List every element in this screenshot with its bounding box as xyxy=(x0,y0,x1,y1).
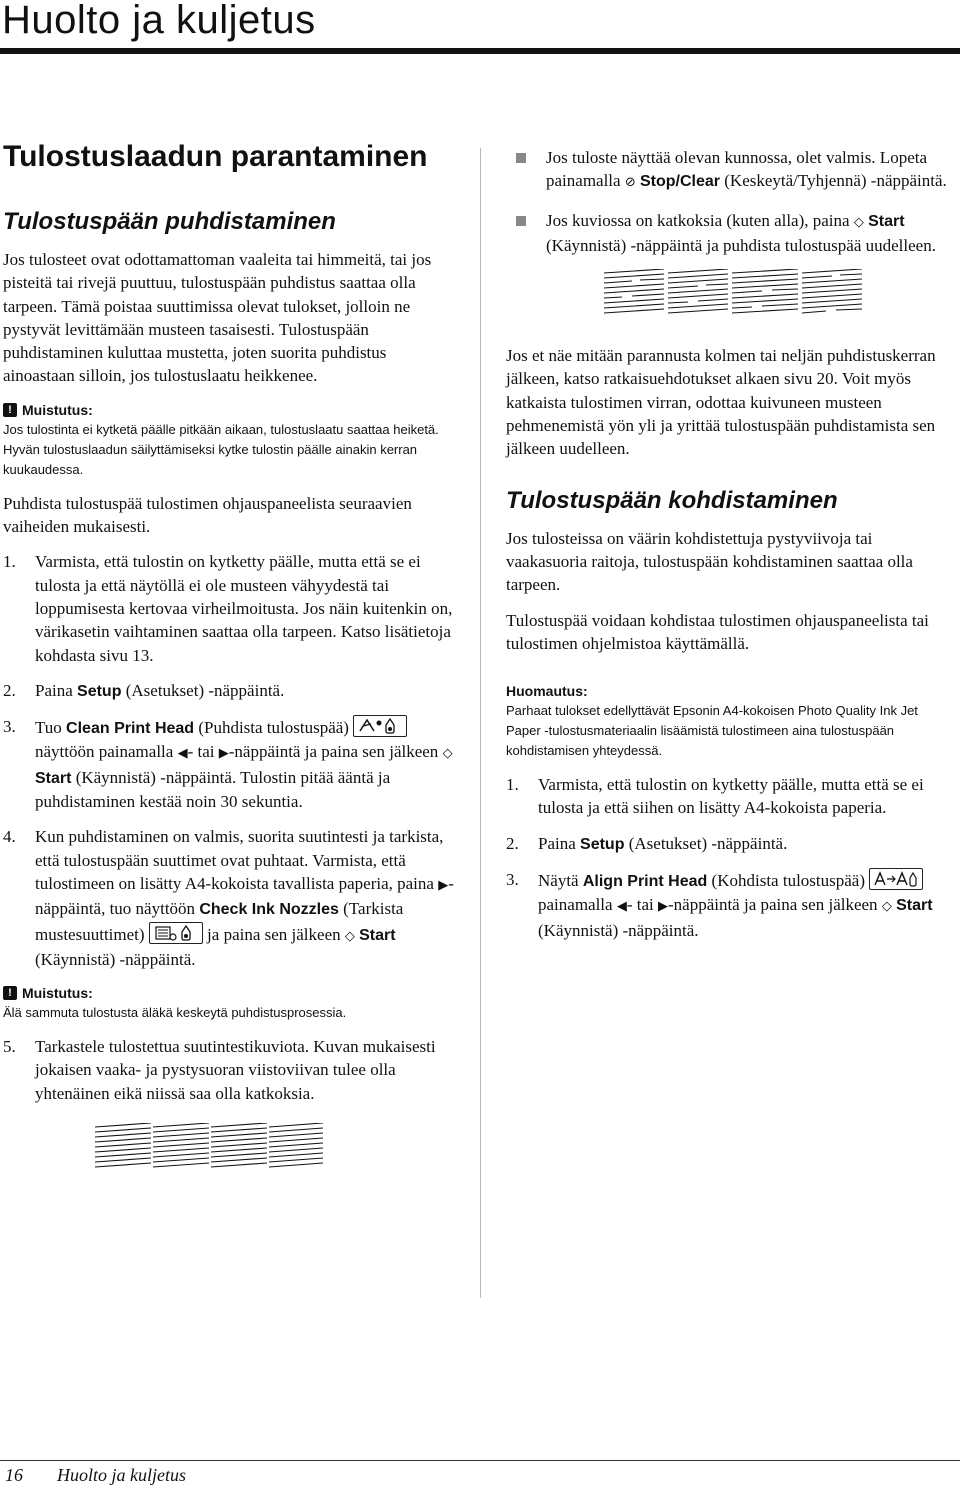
start-key: Start xyxy=(35,769,72,787)
align-head-lcd-icon xyxy=(869,868,923,890)
no-improvement-paragraph: Jos et näe mitään parannusta kolmen tai neljän puhdistuskerran jälkeen, katso ratkaisuehdotukset alkaen sivu 20. Voit myös katkaista tulostimen virran, odottaa kuivuneen musteen pehmenemistä yön yli ja yrittää tulostuspään puhdistamista sen jälkeen uudelleen. xyxy=(506,346,936,459)
start-icon: ◇ xyxy=(344,928,355,944)
exclamation-icon: ! xyxy=(3,986,17,1000)
start-key: Start xyxy=(896,897,933,915)
bullet-gaps: Jos kuviossa on katkoksia (kuten alla), paina ◇ Start (Käynnistä) -näppäintä ja puhdista tulostuspää uudelleen. xyxy=(506,209,954,258)
note-reminder-2 xyxy=(3,983,455,1023)
page-number: 16 xyxy=(5,1465,23,1485)
alignment-intro-1: Jos tulosteissa on väärin kohdistettuja pystyviivoja tai vaakasuoria raitoja, tulostuspään kohdistaminen saattaa olla tarpeen. xyxy=(506,528,913,595)
check-ink-nozzles-key: Check Ink Nozzles xyxy=(199,901,339,919)
right-arrow-icon: ▶ xyxy=(438,877,449,893)
setup-key: Setup xyxy=(580,835,625,853)
start-icon: ◇ xyxy=(442,746,453,762)
left-column xyxy=(3,140,455,1196)
align-step-1: 1. Varmista, että tulostin on kytketty päälle, mutta että se ei tulosta ja että siihen on lisätty A4-kokoista paperia. xyxy=(506,775,924,818)
page-header-title: Huolto ja kuljetus xyxy=(2,0,316,42)
cleaning-steps-cont xyxy=(3,1035,455,1105)
step-5: 5. Tarkastele tulostettua suutintestikuviota. Kuvan mukaisesti jokaisen vaaka- ja pystysuoran viistoviivan tulee olla yhtenäinen eikä niissä saa olla katkoksia. xyxy=(3,1037,436,1103)
note-text: Jos tulostinta ei kytketä päälle pitkään aikaan, tulostuslaatu saattaa heiketä. Hyvän tulostuslaadun säilyttämiseksi kytke tulostin päälle ainakin kerran kuukaudessa. xyxy=(3,421,439,477)
section-title: Tulostuslaadun parantaminen xyxy=(3,140,428,173)
step-2: 2. Paina Setup (Asetukset) -näppäintä. xyxy=(3,680,285,700)
nozzle-pattern-gaps xyxy=(602,269,954,322)
note-reminder-1 xyxy=(3,400,455,480)
lead-paragraph: Puhdista tulostuspää tulostimen ohjauspaneelista seuraavien vaiheiden mukaisesti. xyxy=(3,493,412,537)
note-label: Huomautus: xyxy=(506,683,588,700)
clean-print-head-key: Clean Print Head xyxy=(66,720,195,738)
note-text: Älä sammuta tulostusta äläkä keskeytä puhdistusprosessia. xyxy=(3,1005,347,1021)
result-bullets xyxy=(506,146,954,257)
nozzle-check-pattern-figure xyxy=(93,1123,323,1169)
page-footer xyxy=(5,1465,186,1486)
cleaning-steps xyxy=(3,550,455,971)
stop-clear-key: Stop/Clear xyxy=(639,173,720,191)
intro-paragraph: Jos tulosteet ovat odottamattoman vaaleita tai himmeitä, tai jos pisteitä tai rivejä puuttuu, tulostuspään puhdistus saattaa olla tarpeen. Tämä poistaa suuttimissa olevat tulokset, jolloin ne pystyvät levittämään musteen tasaisesti. Tulostuspään puhdistaminen kuluttaa mustetta, joten suorita puhdistus ainoastaan silloin, jos tulostuslaatu heikkenee. xyxy=(3,250,432,386)
left-arrow-icon: ◀ xyxy=(177,746,188,762)
step-1: 1. Varmista, että tulostin on kytketty päälle, mutta että se ei tulosta ja että näytöllä ei ole musteen vähyydestä tai loppumisesta kertovaa virheilmoitusta. Jos näin kuitenkin on, värikasetin vaihtaminen saattaa olla tarpeen. Katso lisätietoja kohdasta sivu 13. xyxy=(3,552,453,665)
exclamation-icon: ! xyxy=(3,403,17,417)
left-arrow-icon: ◀ xyxy=(616,899,627,915)
step-4: 4. Kun puhdistaminen on valmis, suorita suutintesti ja tarkista, että tulostuspään suuttimet ovat puhtaat. Varmista, että tulostimeen on lisätty A4-kokoista tavallista paperia, paina ▶-näppäintä, tuo näyttöön Check Ink Nozzles (Tarkista mustesuuttimet) ja paina sen jälkeen ◇ Start (Käynnistä) -näppäintä. xyxy=(3,827,454,969)
start-icon: ◇ xyxy=(853,214,864,230)
start-key: Start xyxy=(868,212,905,230)
alignment-intro-2: Tulostuspää voidaan kohdistaa tulostimen ohjauspaneelista tai tulostimen ohjelmistoa käyttämällä. xyxy=(506,610,929,653)
setup-key: Setup xyxy=(77,682,122,700)
step-3: 3. Tuo Clean Print Head (Puhdista tulostuspää) näyttöön painamalla ◀- tai ▶-näppäintä ja paina sen jälkeen ◇ Start (Käynnistä) -näppäintä. Tulostin pitää ääntä ja puhdistaminen kestää noin 30 sekuntia. xyxy=(3,717,453,812)
footer-rule xyxy=(0,1460,960,1461)
bullet-square xyxy=(516,153,526,163)
nozzle-pattern-good xyxy=(93,1123,455,1174)
header-rule xyxy=(0,48,960,54)
align-step-2: 2. Paina Setup (Asetukset) -näppäintä. xyxy=(506,833,788,853)
start-icon: ◇ xyxy=(881,899,892,915)
nozzle-gaps-pattern-figure xyxy=(602,269,864,317)
right-arrow-icon: ▶ xyxy=(218,746,229,762)
subsection-title-alignment: Tulostuspään kohdistaminen xyxy=(506,486,838,514)
subsection-title-cleaning: Tulostuspään puhdistaminen xyxy=(3,208,336,235)
column-divider xyxy=(480,148,481,1298)
bullet-ok: Jos tuloste näyttää olevan kunnossa, olet valmis. Lopeta painamalla ⊘ Stop/Clear (Keskeytä/Tyhjennä) -näppäintä. xyxy=(506,146,954,195)
clean-head-lcd-icon xyxy=(353,715,407,737)
note-label: Muistutus: xyxy=(22,985,93,1002)
alignment-steps xyxy=(506,773,954,942)
bullet-square xyxy=(516,216,526,226)
align-print-head-key: Align Print Head xyxy=(582,873,708,891)
nozzle-check-lcd-icon xyxy=(149,922,203,944)
note-text: Parhaat tulokset edellyttävät Epsonin A4-kokoisen Photo Quality Ink Jet Paper -tulostusmateriaalin lisäämistä tulostimeen aina tulostuspään kohdistamisen yhteydessä. xyxy=(506,703,918,759)
note-label: Muistutus: xyxy=(22,401,93,418)
note-remark xyxy=(506,681,954,761)
right-arrow-icon: ▶ xyxy=(657,899,668,915)
right-column xyxy=(506,146,954,954)
start-key: Start xyxy=(359,926,396,944)
footer-chapter: Huolto ja kuljetus xyxy=(57,1465,186,1485)
align-step-3: 3. Näytä Align Print Head (Kohdista tulostuspää) painamalla ◀- tai ▶-näppäintä ja paina sen jälkeen ◇ Start (Käynnistä) -näppäintä. xyxy=(506,870,933,940)
stop-icon: ⊘ xyxy=(624,175,636,191)
